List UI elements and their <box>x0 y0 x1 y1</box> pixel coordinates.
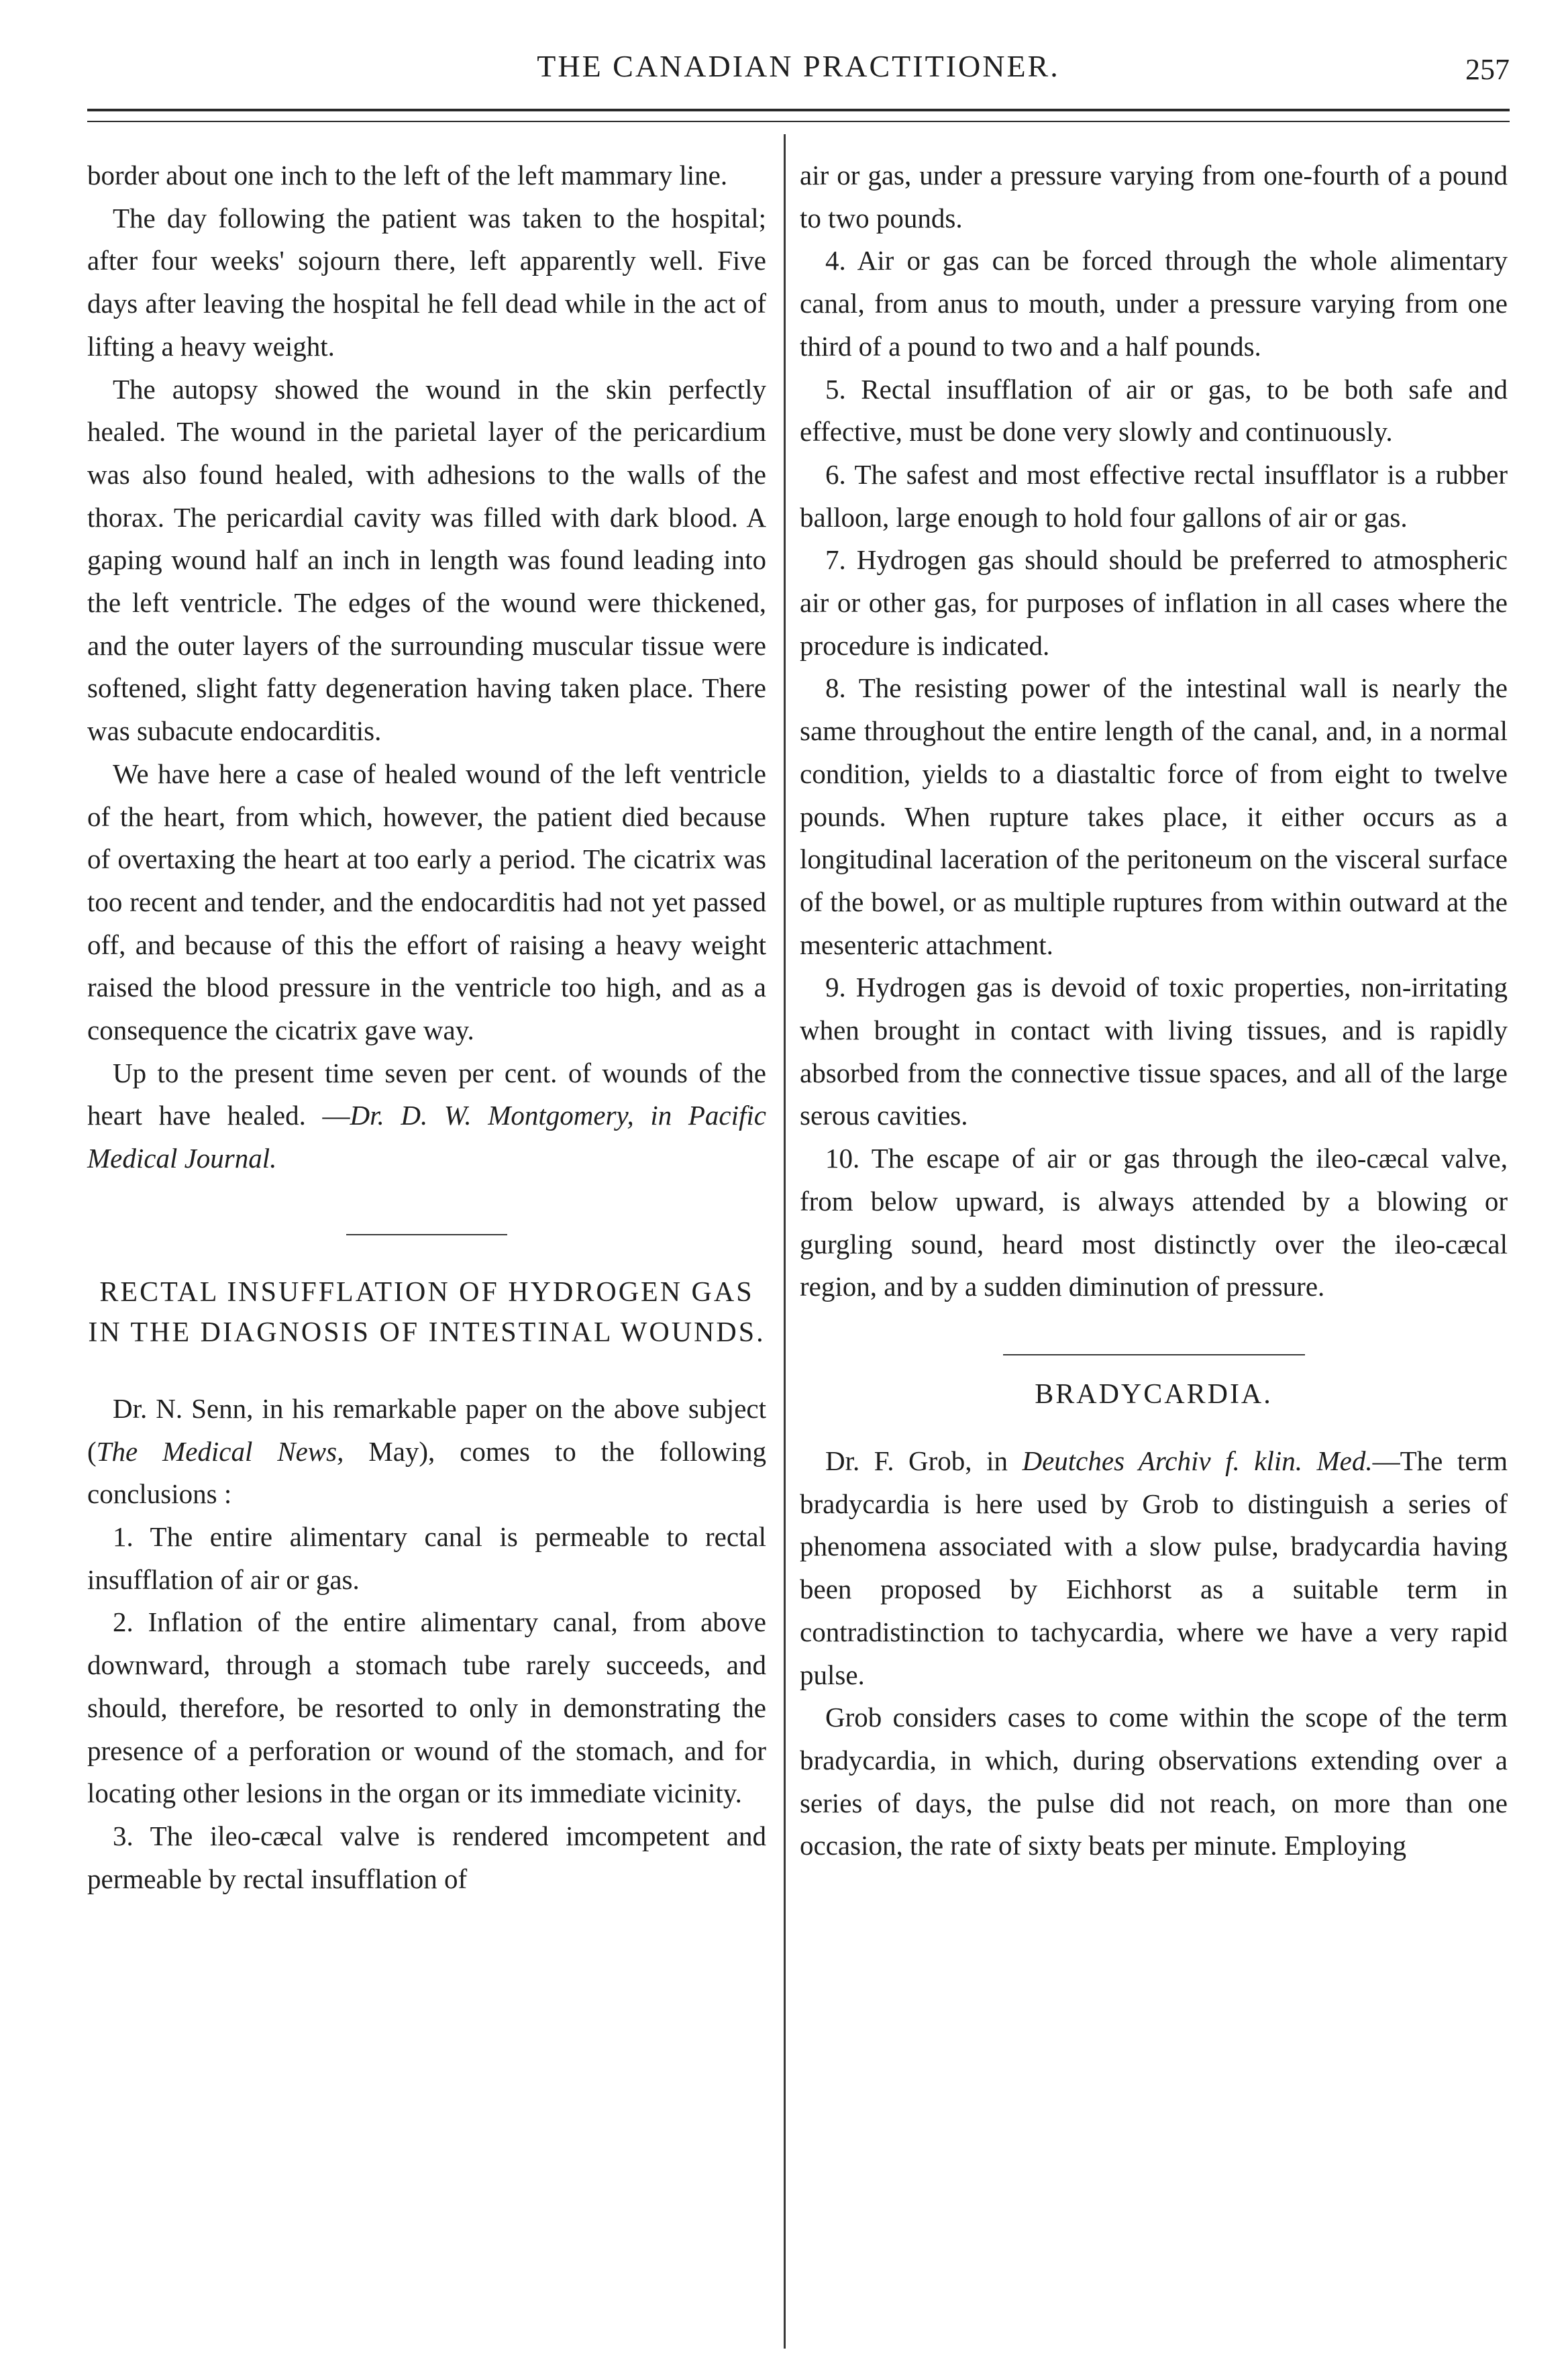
section-heading: RECTAL INSUFFLATION OF HYDROGEN GAS IN THE DIAGNOSIS OF INTESTINAL WOUNDS. <box>88 1276 766 1348</box>
conclusion-item: 1. The entire alimentary canal is permeable to rectal insufflation of air or gas. <box>87 1521 766 1595</box>
paragraph-continuation: border about one inch to the left of the left mammary line. <box>87 160 728 191</box>
right-column <box>800 154 1508 1867</box>
paragraph: The autopsy showed the wound in the skin perfectly healed. The wound in the parietal layer of the pericardium was also found healed, with adhesions to the walls of the thorax. The pericardial cavity was filled with dark blood. A gaping wound half an inch in length was found leading into the left ventricle. The edges of the wound were thickened, and the outer layers of the surrounding muscular tissue were softened, slight fatty degeneration having taken place. There was subacute endocarditis. <box>87 373 766 747</box>
header-rule-thick <box>87 109 1510 111</box>
paragraph <box>800 1440 1508 1696</box>
conclusion-item-continuation: air or gas, under a pressure varying from one-fourth of a pound to two pounds. <box>800 160 1508 234</box>
conclusion-item: 3. The ileo-cæcal valve is rendered imcompetent and permeable by rectal insufflation of <box>87 1820 766 1894</box>
paragraph-text: —The term bradycardia is here used by Grob to distinguish a series of phenomena associated with a slow pulse, bradycardia having been proposed by Eichhorst as a suitable term in contradistinction to tachycardia, where we have a very rapid pulse. <box>800 1445 1508 1690</box>
paragraph-text: May), comes to the following conclusions : <box>87 1435 766 1510</box>
paragraph-text: Dr. N. Senn, in his remarkable paper on the above subject ( <box>87 1392 766 1467</box>
conclusion-item: 10. The escape of air or gas through the ileo-cæcal valve, from below upward, is always attended by a blowing or gurgling sound, heard most distinctly over the ileo-cæcal region, and by a sudden diminution of pressure. <box>800 1143 1508 1302</box>
conclusion-item: 8. The resisting power of the intestinal wall is nearly the same throughout the entire length of the canal, and, in a normal condition, yields to a diastaltic force of from eight to twelve pounds. When rupture takes place, it either occurs as a longitudinal laceration of the peritoneum on the visceral surface of the bowel, or as multiple ruptures from within outward at the mesenteric attachment. <box>800 672 1508 960</box>
conclusion-item: 7. Hydrogen gas should should be preferred to atmospheric air or other gas, for purposes of inflation in all cases where the procedure is indicated. <box>800 544 1508 661</box>
page-number: 257 <box>1465 53 1510 86</box>
section-heading: BRADYCARDIA. <box>1035 1378 1273 1410</box>
conclusion-item: 6. The safest and most effective rectal insufflator is a rubber balloon, large enough to hold four gallons of air or gas. <box>800 458 1508 533</box>
running-title: THE CANADIAN PRACTITIONER. <box>537 49 1060 83</box>
section-divider <box>1003 1354 1305 1355</box>
paragraph: We have here a case of healed wound of the left ventricle of the heart, from which, however, the patient died because of overtaxing the heart at too early a period. The cicatrix was too recent and tender, and the endocarditis had not yet passed off, and because of this the effort of raising a heavy weight raised the blood pressure in the ventricle too high, and as a consequence the cicatrix gave way. <box>87 758 766 1046</box>
journal-title: Deutches Archiv f. klin. Med. <box>1022 1445 1373 1476</box>
conclusion-item: 2. Inflation of the entire alimentary canal, from above downward, through a stomach tube rarely succeeds, and should, therefore, be resorted to only in demonstrating the presence of a perforation or wound of the stomach, and for locating other lesions in the organ or its immediate vicinity. <box>87 1606 766 1809</box>
paragraph-with-citation <box>87 1052 766 1180</box>
conclusion-item: 5. Rectal insufflation of air or gas, to be both safe and effective, must be done very slowly and continuously. <box>800 373 1508 448</box>
conclusion-item: 9. Hydrogen gas is devoid of toxic properties, non-irritating when brought in contact with living tissues, and is rapidly absorbed from the connective tissue spaces, and all of the large serous cavities. <box>800 972 1508 1131</box>
column-divider <box>784 134 786 2349</box>
page-header <box>87 42 1510 95</box>
section-divider <box>346 1234 507 1235</box>
journal-title: The Medical News, <box>96 1435 344 1467</box>
paragraph-text: Dr. F. Grob, in <box>825 1445 1023 1476</box>
article-citation: Dr. D. W. Montgomery, in Pacific Medical Journal. <box>87 1100 767 1174</box>
paragraph: The day following the patient was taken to the hospital; after four weeks' sojourn there, left apparently well. Five days after leaving the hospital he fell dead while in the act of lifting a heavy weight. <box>87 202 766 362</box>
paragraph-text: Up to the present time seven per cent. of wounds of the heart have healed. — <box>87 1057 766 1131</box>
conclusion-item: 4. Air or gas can be forced through the whole alimentary canal, from anus to mouth, under a pressure varying from one third of a pound to two and a half pounds. <box>800 245 1508 362</box>
left-column <box>87 154 766 1900</box>
paragraph: Grob considers cases to come within the scope of the term bradycardia, in which, during observations extending over a series of days, the pulse did not reach, on more than one occasion, the rate of sixty beats per minute. Employing <box>800 1702 1508 1861</box>
header-rule-thin <box>87 121 1510 122</box>
paragraph <box>87 1388 766 1516</box>
